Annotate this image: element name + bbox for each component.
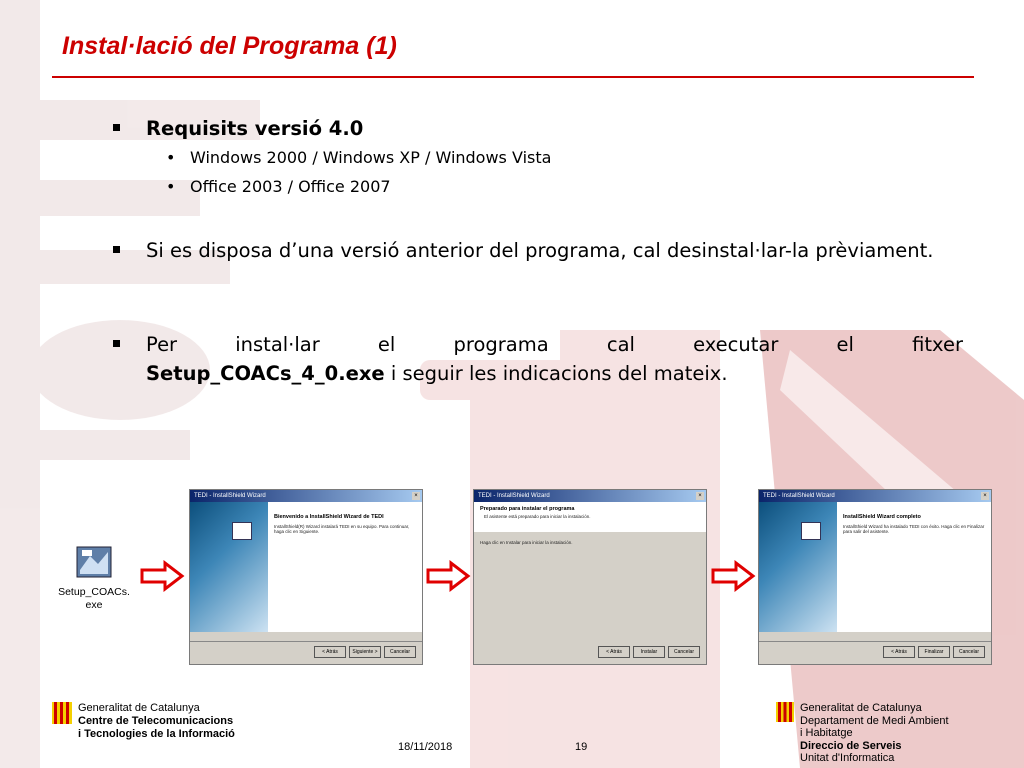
bullet-requirements-label: Requisits versió 4.0 — [146, 117, 364, 140]
finish-button: Finalizar — [918, 646, 950, 658]
bullet-uninstall-label: Si es disposa d’una versió anterior del programa, cal desinstal·lar-la prèviament. — [146, 239, 934, 262]
installshield-logo-icon — [801, 522, 821, 540]
slide-title: Instal·lació del Programa (1) — [62, 32, 397, 60]
bullet-install-line1: Per instal·lar el programa cal executar el fitxer — [146, 333, 963, 356]
footer-left-line3: i Tecnologies de la Informació — [78, 728, 235, 740]
bullet-install-steps — [113, 330, 963, 388]
wizard-side-panel — [190, 502, 268, 632]
installer-icon[interactable] — [76, 546, 112, 580]
footer-left-line1: Generalitat de Catalunya — [78, 702, 200, 714]
sub-bullet-office — [166, 177, 391, 196]
wizard-body: InstallShield Wizard completo InstallShield Wizard ha instalado TEDI con éxito. Haga clic en Finalizar para salir del asistente. — [837, 502, 991, 632]
installshield-logo-icon — [232, 522, 252, 540]
sub-bullet-os-label: Windows 2000 / Windows XP / Windows Vista — [190, 148, 552, 167]
back-button: < Atrás — [314, 646, 346, 658]
arrow-right-icon — [139, 560, 185, 592]
footer-left-line2: Centre de Telecomunicacions — [78, 715, 234, 727]
next-button: Siguiente > — [349, 646, 381, 658]
footer-right-line5: Unitat d'Informatica — [800, 752, 895, 764]
cancel-button: Cancelar — [668, 646, 700, 658]
wizard-titlebar: TEDI - InstallShield Wizard × — [474, 490, 706, 502]
generalitat-logo-icon — [776, 702, 794, 722]
square-bullet-icon — [113, 124, 120, 131]
installer-file-label[interactable]: Setup_COACs. exe — [58, 586, 130, 611]
sub-bullet-office-label: Office 2003 / Office 2007 — [190, 177, 391, 196]
footer-left-logo-block — [52, 702, 235, 740]
dot-bullet-icon: • — [166, 148, 176, 167]
footer-date: 18/11/2018 — [398, 741, 453, 753]
footer-right-line2: Departament de Medi Ambient — [800, 714, 949, 727]
close-icon: × — [696, 492, 704, 500]
footer-right-logo-block — [776, 702, 949, 764]
arrow-right-icon — [425, 560, 471, 592]
wizard-screenshot-complete — [758, 489, 992, 665]
bullet-requirements — [113, 114, 963, 143]
close-icon: × — [981, 492, 989, 500]
square-bullet-icon — [113, 246, 120, 253]
wizard-titlebar: TEDI - InstallShield Wizard × — [759, 490, 991, 502]
setup-filename: Setup_COACs_4_0.exe — [146, 362, 385, 385]
wizard-screenshot-welcome — [189, 489, 423, 665]
install-button: Instalar — [633, 646, 665, 658]
wizard-screenshot-ready: TEDI - InstallShield Wizard × Preparado para instalar el programa El asistente está preparado para iniciar la instalación. Haga clic en Instalar para iniciar la instalación. < Atrás Instalar Cancelar — [473, 489, 707, 665]
footer-right-line3: i Habitatge — [800, 727, 853, 739]
square-bullet-icon — [113, 340, 120, 347]
back-button: < Atrás — [598, 646, 630, 658]
wizard-body: Bienvenido a InstallShield Wizard de TEDI InstallShield(R) Wizard instalará TEDI en su equipo. Para continuar, haga clic en Siguiente. — [268, 502, 422, 632]
cancel-button: Cancelar — [384, 646, 416, 658]
footer-right-line4: Direccio de Serveis — [800, 739, 902, 752]
bullet-install-line2: i seguir les indicacions del mateix. — [390, 362, 728, 385]
generalitat-logo-icon — [52, 702, 72, 724]
footer-right-line1: Generalitat de Catalunya — [800, 702, 922, 714]
wizard-titlebar: TEDI - InstallShield Wizard × — [190, 490, 422, 502]
arrow-right-icon — [710, 560, 756, 592]
back-button: < Atrás — [883, 646, 915, 658]
bullet-uninstall — [113, 236, 963, 265]
dot-bullet-icon: • — [166, 177, 176, 196]
close-icon: × — [412, 492, 420, 500]
cancel-button: Cancelar — [953, 646, 985, 658]
sub-bullet-os — [166, 148, 551, 167]
wizard-side-panel — [759, 502, 837, 632]
page-number: 19 — [575, 741, 588, 753]
